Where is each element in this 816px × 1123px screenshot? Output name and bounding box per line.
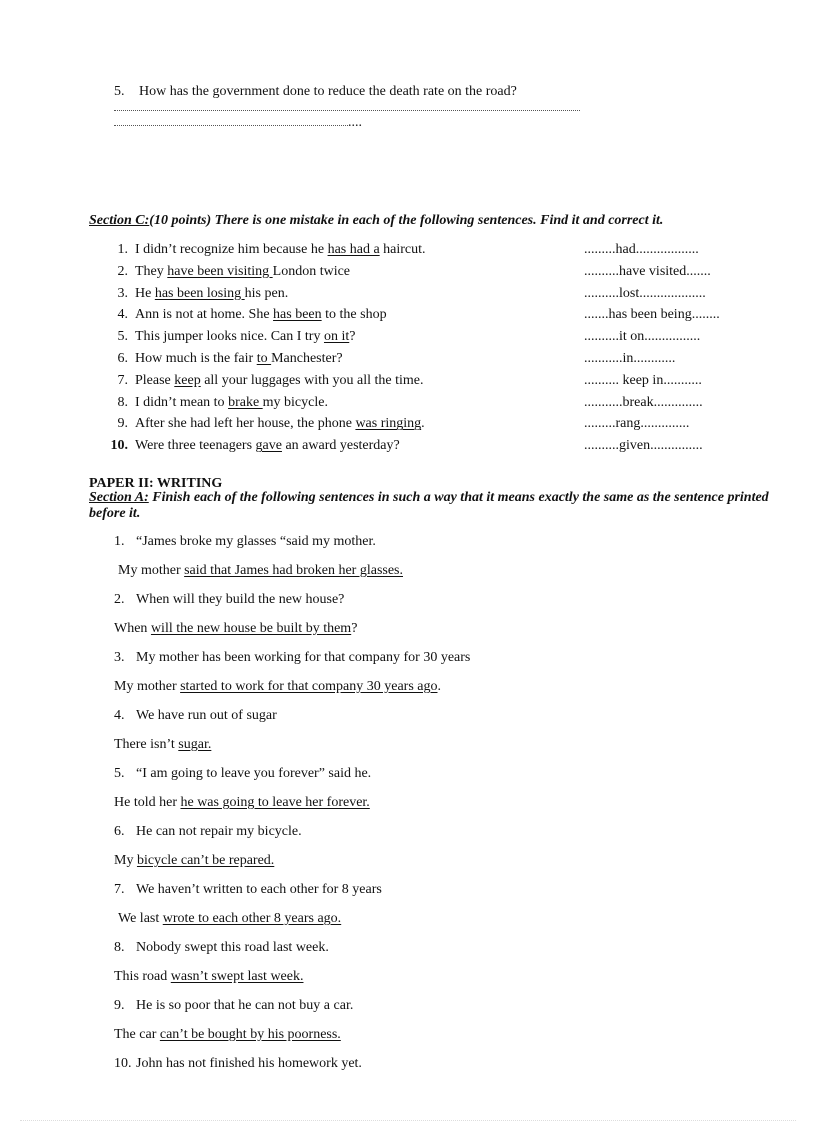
sentence-pre: Were three teenagers: [135, 438, 256, 454]
item-correction: ...........in............: [584, 351, 676, 366]
sentence-mistake: have been visiting: [167, 263, 273, 279]
sentence-post: my bicycle.: [262, 394, 328, 410]
section-a-question: [114, 940, 329, 956]
section-a-question: [114, 650, 470, 666]
sentence-pre: How much is the fair: [135, 351, 257, 366]
section-a-question: [114, 592, 344, 608]
item-number: 1.: [117, 242, 128, 257]
item-number: 6.: [117, 351, 128, 366]
sentence-post: .: [421, 416, 425, 432]
question-text: “James broke my glasses “said my mother.: [136, 534, 376, 549]
item-sentence: [135, 329, 355, 345]
section-a-answer: [114, 679, 441, 695]
sentence-pre: Please: [135, 372, 175, 388]
sentence-mistake: gave: [255, 438, 282, 454]
sentence-post: haircut.: [379, 242, 426, 257]
section-a-question: [114, 708, 277, 724]
sentence-mistake: to: [256, 351, 272, 366]
question-number: 3.: [114, 650, 125, 665]
item-number: 7.: [117, 372, 128, 388]
answer-text: sugar.: [178, 737, 212, 752]
section-a-answer: [114, 853, 274, 869]
section-c-item: [108, 264, 748, 284]
section-a-question: [114, 766, 371, 782]
question-number: 7.: [114, 882, 125, 897]
section-a-answer: [118, 563, 403, 579]
section-c-label: Section C:: [89, 213, 150, 228]
answer-start: When: [114, 621, 151, 636]
answer-start: The car: [114, 1027, 160, 1042]
answer-blank-line-2: [114, 125, 348, 126]
answer-start: My mother: [114, 679, 181, 694]
sentence-pre: He: [135, 285, 155, 301]
sentence-post: ?: [349, 329, 356, 345]
item-number: 5.: [117, 329, 128, 345]
answer-start: This road: [114, 969, 171, 984]
item-correction: .......... keep in...........: [584, 372, 702, 388]
question-number: 9.: [114, 998, 125, 1013]
item-sentence: [135, 416, 425, 432]
sentence-post: to the shop: [321, 307, 387, 323]
item-sentence: [135, 351, 343, 367]
sentence-post: London twice: [272, 263, 351, 279]
item-correction: .......has been being........: [584, 307, 720, 323]
answer-start: He told her: [114, 795, 181, 810]
answer-start: There isn’t: [114, 737, 179, 752]
item-correction: ..........given...............: [584, 438, 703, 454]
sentence-pre: They: [135, 263, 168, 279]
sentence-pre: This jumper looks nice. Can I try: [135, 329, 324, 345]
section-a-answer: [114, 795, 370, 811]
item-sentence: [135, 307, 387, 323]
answer-text: wasn’t swept last week.: [170, 969, 304, 984]
question-number: 4.: [114, 708, 125, 723]
sentence-pre: I didn’t recognize him because he: [135, 242, 328, 257]
question-number: 5.: [114, 766, 125, 781]
top-question: [114, 84, 517, 100]
answer-blank-line-1: [114, 110, 580, 111]
answer-end: .: [437, 679, 441, 694]
section-a-answer: [114, 621, 357, 637]
sentence-post: all your luggages with you all the time.: [200, 372, 424, 388]
answer-blank-end: ....: [348, 115, 362, 130]
item-number: 2.: [117, 263, 128, 279]
section-c-item: [108, 242, 748, 262]
item-sentence: [135, 395, 328, 411]
section-c-item: [108, 351, 748, 371]
sentence-post: an award yesterday?: [281, 438, 400, 454]
item-sentence: [135, 438, 400, 454]
section-c-item: [108, 307, 748, 327]
answer-text: said that James had broken her glasses.: [184, 563, 403, 578]
item-correction: .........rang..............: [584, 416, 690, 432]
sentence-mistake: was ringing: [355, 416, 422, 432]
sentence-pre: Ann is not at home. She: [135, 307, 274, 323]
answer-text: he was going to leave her forever.: [180, 795, 370, 810]
section-c-item: [108, 373, 748, 393]
section-a-question: [114, 998, 353, 1014]
sentence-mistake: keep: [174, 372, 201, 388]
sentence-mistake: has been: [273, 307, 322, 323]
paper-title: PAPER II: WRITING: [89, 476, 223, 491]
section-a-label: Section A:: [89, 490, 149, 505]
top-question-number: 5.: [114, 84, 125, 99]
section-a-question: [114, 824, 302, 840]
section-c-item: [108, 329, 748, 349]
question-number: 6.: [114, 824, 125, 839]
question-text: He is so poor that he can not buy a car.: [136, 998, 354, 1013]
question-number: 10.: [114, 1056, 132, 1071]
question-text: He can not repair my bicycle.: [136, 824, 302, 839]
section-a-instruction: Finish each of the following sentences in such a way that it means exactly the same as the sentence printed before it.: [89, 490, 769, 521]
section-a-answer: [118, 911, 341, 927]
answer-end: ?: [351, 621, 358, 636]
item-correction: ..........have visited.......: [584, 263, 711, 279]
sentence-pre: After she had left her house, the phone: [135, 416, 356, 432]
question-text: When will they build the new house?: [136, 592, 345, 607]
section-c-instruction: (10 points) There is one mistake in each of the following sentences. Find it and correct it.: [149, 213, 664, 228]
answer-text: bicycle can’t be repared.: [136, 853, 275, 868]
section-a-answer: [114, 737, 211, 753]
item-correction: ...........break..............: [584, 394, 703, 410]
item-number: 10.: [110, 438, 128, 454]
section-a-question: [114, 1056, 362, 1072]
answer-start: My: [114, 853, 137, 868]
question-text: John has not finished his homework yet.: [136, 1056, 362, 1071]
item-correction: .........had..................: [584, 242, 699, 257]
item-sentence: [135, 264, 350, 280]
sentence-pre: I didn’t mean to: [135, 394, 229, 410]
sentence-mistake: on it: [323, 329, 350, 345]
item-sentence: [135, 373, 424, 389]
page-bottom-rule: [20, 1120, 796, 1121]
section-c-item: [108, 416, 748, 436]
question-text: We have run out of sugar: [136, 708, 277, 723]
question-text: Nobody swept this road last week.: [136, 940, 329, 955]
item-number: 8.: [117, 394, 128, 410]
question-text: “I am going to leave you forever” said he.: [136, 766, 372, 781]
sentence-post: Manchester?: [271, 351, 343, 366]
item-sentence: [135, 242, 426, 258]
section-c-item: [108, 395, 748, 415]
section-c-heading: [89, 213, 769, 229]
sentence-mistake: brake: [228, 394, 263, 410]
item-number: 3.: [117, 285, 128, 301]
answer-text: can’t be bought by his poorness.: [159, 1027, 341, 1042]
item-correction: ..........it on................: [584, 329, 701, 345]
section-c-item: [108, 438, 748, 458]
item-number: 4.: [117, 307, 128, 323]
answer-start: My mother: [118, 563, 185, 578]
sentence-mistake: has been losing: [154, 285, 245, 301]
answer-text: started to work for that company 30 years ago: [180, 679, 438, 694]
answer-text: wrote to each other 8 years ago.: [162, 911, 342, 926]
item-number: 9.: [117, 416, 128, 432]
question-number: 8.: [114, 940, 125, 955]
top-question-text: How has the government done to reduce the death rate on the road?: [139, 84, 517, 99]
section-a-answer: [114, 1027, 341, 1043]
question-number: 1.: [114, 534, 125, 549]
question-text: We haven’t written to each other for 8 years: [136, 882, 382, 897]
sentence-post: his pen.: [244, 285, 289, 301]
section-c-item: [108, 286, 748, 306]
question-number: 2.: [114, 592, 125, 607]
section-a-answer: [114, 969, 303, 985]
section-a-question: [114, 882, 382, 898]
item-correction: ..........lost...................: [584, 285, 706, 301]
answer-text: will the new house be built by them: [150, 621, 352, 636]
section-a-question: [114, 534, 376, 550]
question-text: My mother has been working for that company for 30 years: [136, 650, 471, 665]
section-a-heading: [89, 490, 769, 522]
answer-start: We last: [118, 911, 163, 926]
item-sentence: [135, 286, 288, 302]
sentence-mistake: has had a: [327, 242, 380, 257]
